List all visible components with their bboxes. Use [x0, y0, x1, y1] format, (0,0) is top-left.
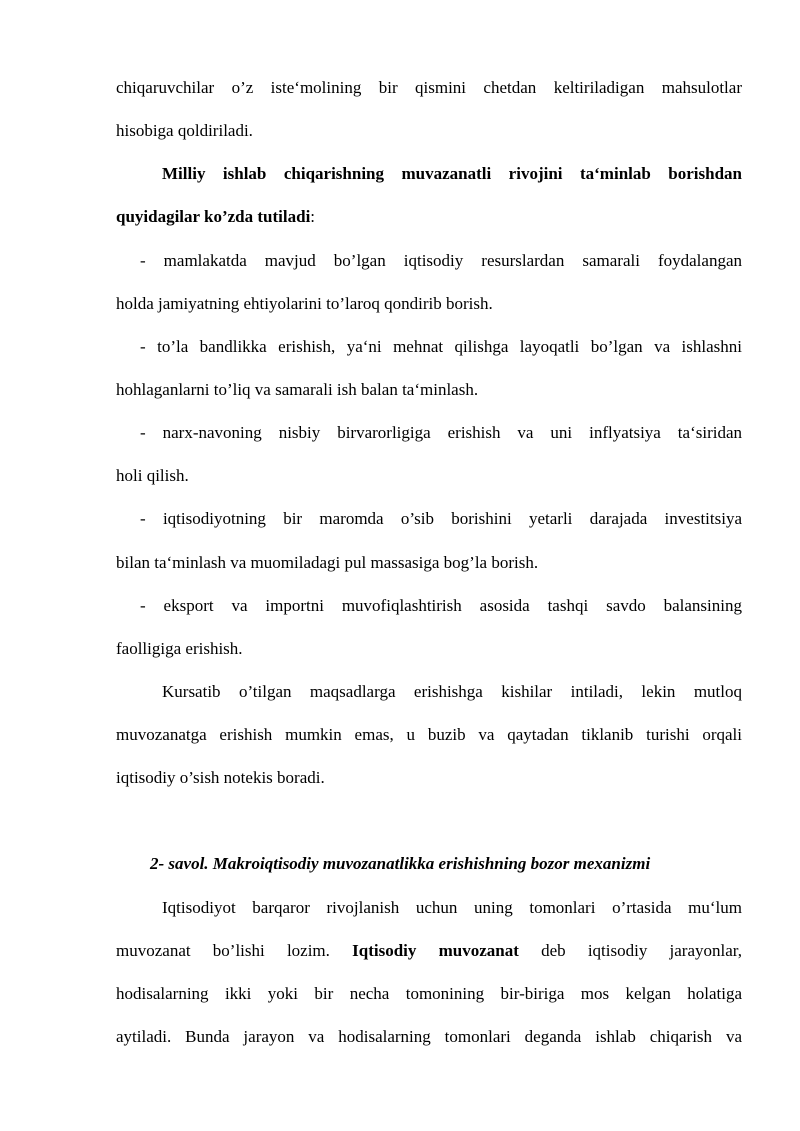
bullet-item: - mamlakatda mavjud bo’lgan iqtisodiy resurslardan samarali foydalangan — [140, 251, 742, 270]
text-line: Kursatib o’tilgan maqsadlarga erishishga kishilar intiladi, lekin mutloq — [162, 682, 742, 701]
text-line: holi qilish. — [116, 466, 189, 485]
text-part: muvozanat bo’lishi lozim. — [116, 941, 353, 960]
text-line: aytiladi. Bunda jarayon va hodisalarning tomonlari deganda ishlab chiqarish va — [116, 1027, 742, 1046]
section-heading: 2- savol. Makroiqtisodiy muvozanatlikka erishishning bozor mexanizmi — [150, 854, 651, 873]
bullet-item: - narx-navoning nisbiy birvarorligiga erishish va uni inflyatsiya ta‘siridan — [140, 423, 742, 442]
text-line: iqtisodiy o’sish notekis boradi. — [116, 768, 325, 787]
text-line: faolligiga erishish. — [116, 639, 243, 658]
bullet-item: - iqtisodiyotning bir maromda o’sib borishini yetarli darajada investitsiya — [140, 509, 742, 528]
text-line: hisobiga qoldiriladi. — [116, 121, 253, 140]
bullet-item: - to’la bandlikka erishish, ya‘ni mehnat qilishga layoqatli bo’lgan va ishlashni — [140, 337, 742, 356]
text-line: holda jamiyatning ehtiyolarini to’laroq qondirib borish. — [116, 294, 493, 313]
bullet-item: - eksport va importni muvofiqlashtirish asosida tashqi savdo balansining — [140, 596, 742, 615]
bold-term: Iqtisodiy muvozanat — [352, 941, 519, 960]
text-part: deb iqtisodiy jarayonlar, — [518, 941, 743, 960]
text-line: bilan ta‘minlash va muomiladagi pul massasiga bog’la borish. — [116, 553, 539, 572]
text-line: chiqaruvchilar o’z iste‘molining bir qismini chetdan keltiriladigan mahsulotlar — [116, 78, 742, 97]
bold-phrase: quyidagilar ko’zda tutiladi — [116, 207, 311, 226]
colon: : — [310, 207, 316, 226]
text-line-bold: Milliy ishlab chiqarishning muvazanatli rivojini ta‘minlab borishdan — [162, 164, 742, 183]
text-line: muvozanatga erishish mumkin emas, u buzib va qaytadan tiklanib turishi orqali — [116, 725, 742, 744]
text-line — [116, 940, 742, 962]
text-line: hohlaganlarni to’liq va samarali ish balan ta‘minlash. — [116, 380, 479, 399]
text-line: Iqtisodiyot barqaror rivojlanish uchun uning tomonlari o’rtasida mu‘lum — [162, 898, 742, 917]
text-line — [116, 206, 742, 228]
text-line: hodisalarning ikki yoki bir necha tomonining bir-biriga mos kelgan holatiga — [116, 984, 742, 1003]
